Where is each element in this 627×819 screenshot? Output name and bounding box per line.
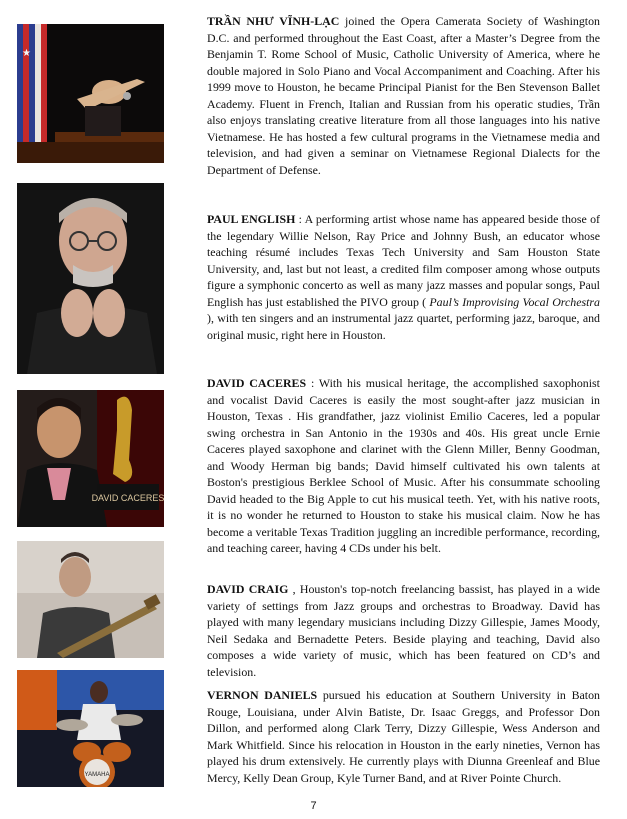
bio-text: : A performing artist whose name has appeared beside those of the legendary Willie Nelson, Ray Price and Johnny Bush, an educator whose teaching résumé includes Texas Tech University and Sam Houston State University, and, last but not least, a credited film composer among whose outputs figure a symphonic concerto as well as many jazz masses and popular songs, Paul English has just established the PIVO group (: [207, 212, 600, 309]
photo-david-craig: [17, 541, 164, 658]
bio-name: DAVID CRAIG: [207, 582, 289, 596]
bio-david-caceres: [207, 375, 600, 557]
bio-text: joined the Opera Camerata Society of Washington D.C. and performed throughout the East Coast, after a Master’s Degree from the Benjamin T. Rome School of Music, Catholic University of America, where he double majored in Solo Piano and Vocal Accompaniment and Coaching. After his 1999 move to Houston, he became Principal Pianist for the Ben Stevenson Ballet Academy. Fluent in French, Italian and Russian from his operatic studies, Trần also enjoys translating creative literature from all those languages into his native Vietnamese. He has hosted a few cultural programs in the Vietnamese media and television, and had given a seminar on Vietnamese Regional Dialects for the Department of Defense.: [207, 14, 600, 177]
photo-tran-nhu-vinh-lac: [17, 24, 164, 163]
photo-vernon-daniels: [17, 670, 164, 787]
bio-text: pursued his education at Southern University in Baton Rouge, Louisiana, under Alvin Batiste, Dr. Isaac Greggs, and Professor Don Dillon, and performed along Clark Terry, Dizzy Gillespie, Wess Anderson and Mark Whitfield. Since his relocation in Houston in the early nineties, Vernon has played his drum extensively. He currently plays with Diunna Greenleaf and Blue Mercy, Kelly Dean Group, Kyle Turner Band, and at River Pointe Church.: [207, 688, 601, 785]
photo-paul-english: [17, 183, 164, 374]
album-cover-label: DAVID CACERES: [91, 493, 164, 503]
bio-text: : With his musical heritage, the accomplished saxophonist and vocalist David Caceres is easily the most sought-after jazz musician in Houston, Texas . His grandfather, jazz violinist Emilio Caceres, led a popular swing orchestra in San Antonio in the 1930s and 40s. His great uncle Ernie Caceres played saxophone and clarinet with the Glenn Miller, Benny Goodman, and Woody Herman big bands; David himself cultivated his own talents at Boston's prestigious Berklee School of Music. After his consummate schooling David headed to the Big Apple to cut his musical teeth. Yet, with his native roots, it is no wonder he returned to Houston to stake his musical claim. Now he has become a veritable Texas Tradition juggling an incredible performance, recording, and teaching career, having 4 CDs under his belt.: [207, 376, 600, 555]
bio-text-italic: Paul’s Improvising Vocal Orchestra: [429, 294, 600, 309]
bio-david-craig: [207, 581, 600, 680]
bio-name: VERNON DANIELS: [207, 688, 318, 702]
photo-david-caceres: [17, 390, 164, 527]
drum-brand-label: YAMAHA: [84, 772, 110, 778]
page-number: 7: [310, 800, 317, 812]
bio-paul-english: [207, 211, 600, 343]
bio-name: PAUL ENGLISH: [207, 212, 296, 226]
bio-vernon-daniels: [207, 687, 600, 786]
bio-name: DAVID CACERES: [207, 376, 307, 390]
bio-tran-nhu-vinh-lac: [207, 13, 600, 178]
bio-text: , Houston's top-notch freelancing bassist, has played in a wide variety of settings from Jazz groups and orchestras to Broadway. David has played with many legendary musicians including Dizzy Gillespie, James Moody, Neil Sedaka and Bernadette Peters. Beside playing and teaching, David also composes a wide variety of music, which has been featured on CD’s and television.: [207, 582, 600, 679]
bio-text: ), with ten singers and an instrumental jazz quartet, performing jazz, baroque, and original music, right here in Houston.: [207, 311, 600, 342]
svg-text:★: ★: [22, 48, 31, 59]
bio-name: TRẦN NHƯ VĨNH-LẠC: [207, 14, 340, 28]
